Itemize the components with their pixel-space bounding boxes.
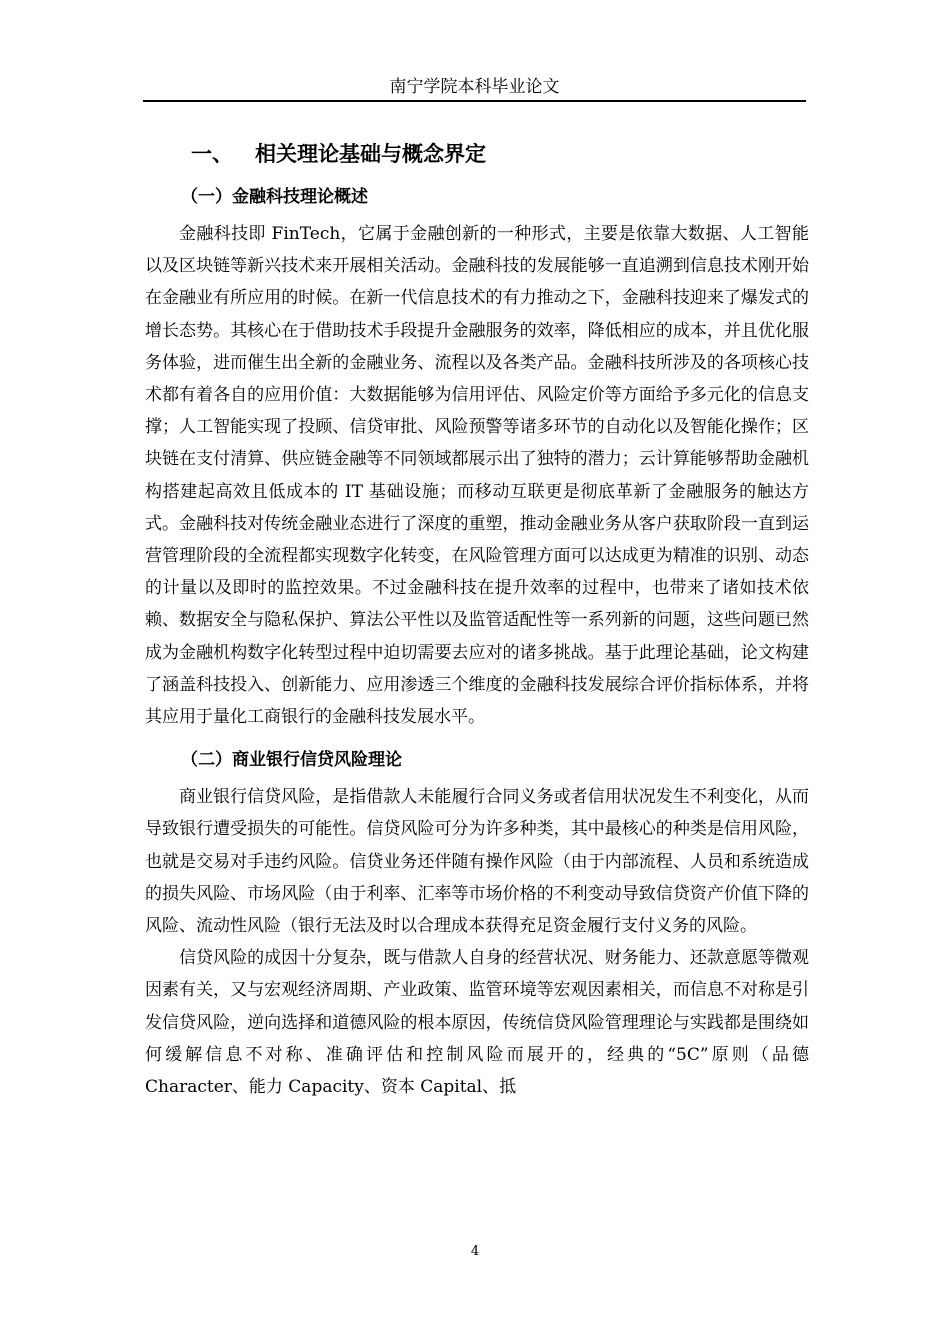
page-number: 4 <box>470 1244 480 1259</box>
paragraph-credit-risk-causes: 信贷风险的成因十分复杂，既与借款人自身的经营状况、财务能力、还款意愿等微观因素有关，又与宏观经济周期、产业政策、监管环境等宏观因素相关，而信息不对称是引发信贷风险，逆向选择和道德风险的根本原因，传统信贷风险管理理论与实践都是围绕如何缓解信息不对称、准确评估和控制风险而展开的，经典的“5C”原则（品德 Character、能力 Capacity、资本 Capital、抵 <box>145 948 809 1098</box>
paragraph-fintech-overview: 金融科技即 FinTech，它属于金融创新的一种形式，主要是依靠大数据、人工智能以及区块链等新兴技术来开展相关活动。金融科技的发展能够一直追溯到信息技术刚开始在金融业有所应用的时候。在新一代信息技术的有力推动之下，金融科技迎来了爆发式的增长态势。其核心在于借助技术手段提升金融服务的效率，降低相应的成本，并且优化服务体验，进而催生出全新的金融业务、流程以及各类产品。金融科技所涉及的各项核心技术都有着各自的应用价值：大数据能够为信用评估、风险定价等方面给予多元化的信息支撑；人工智能实现了投顾、信贷审批、风险预警等诸多环节的自动化以及智能化操作；区块链在支付清算、供应链金融等不同领域都展示出了独特的潜力；云计算能够帮助金融机构搭建起高效且低成本的 IT 基础设施；而移动互联更是彻底革新了金融服务的触达方式。金融科技对传统金融业态进行了深度的重塑，推动金融业务从客户获取阶段一直到运营管理阶段的全流程都实现数字化转变，在风险管理方面可以达成更为精准的识别、动态的计量以及即时的监控效果。不过金融科技在提升效率的过程中，也带来了诸如技术依赖、数据安全与隐私保护、算法公平性以及监管适配性等一系列新的问题，这些问题已然成为金融机构数字化转型过程中迫切需要去应对的诸多挑战。基于此理论基础，论文构建了涵盖科技投入、创新能力、应用渗透三个维度的金融科技发展综合评价指标体系，并将其应用于量化工商银行的金融科技发展水平。 <box>145 224 809 728</box>
header-rule <box>143 100 806 102</box>
section-title-text: 相关理论基础与概念界定 <box>255 142 486 166</box>
page-body <box>145 138 809 1103</box>
subsection-title-credit-risk: （二）商业银行信贷风险理论 <box>181 750 402 771</box>
paragraph-credit-risk-definition: 商业银行信贷风险，是指借款人未能履行合同义务或者信用状况发生不利变化，从而导致银行遭受损失的可能性。信贷风险可分为许多种类，其中最核心的种类是信用风险，也就是交易对手违约风险。信贷业务还伴随有操作风险（由于内部流程、人员和系统造成的损失风险、市场风险（由于利率、汇率等市场价格的不利变动导致信贷资产价值下降的风险、流动性风险（银行无法及时以合理成本获得充足资金履行支付义务的风险。 <box>145 787 809 937</box>
subsection-title-fintech: （一）金融科技理论概述 <box>181 187 368 207</box>
section-number: 一、 <box>191 142 233 166</box>
section-title <box>145 138 809 170</box>
running-header: 南宁学院本科毕业论文 <box>389 77 560 97</box>
